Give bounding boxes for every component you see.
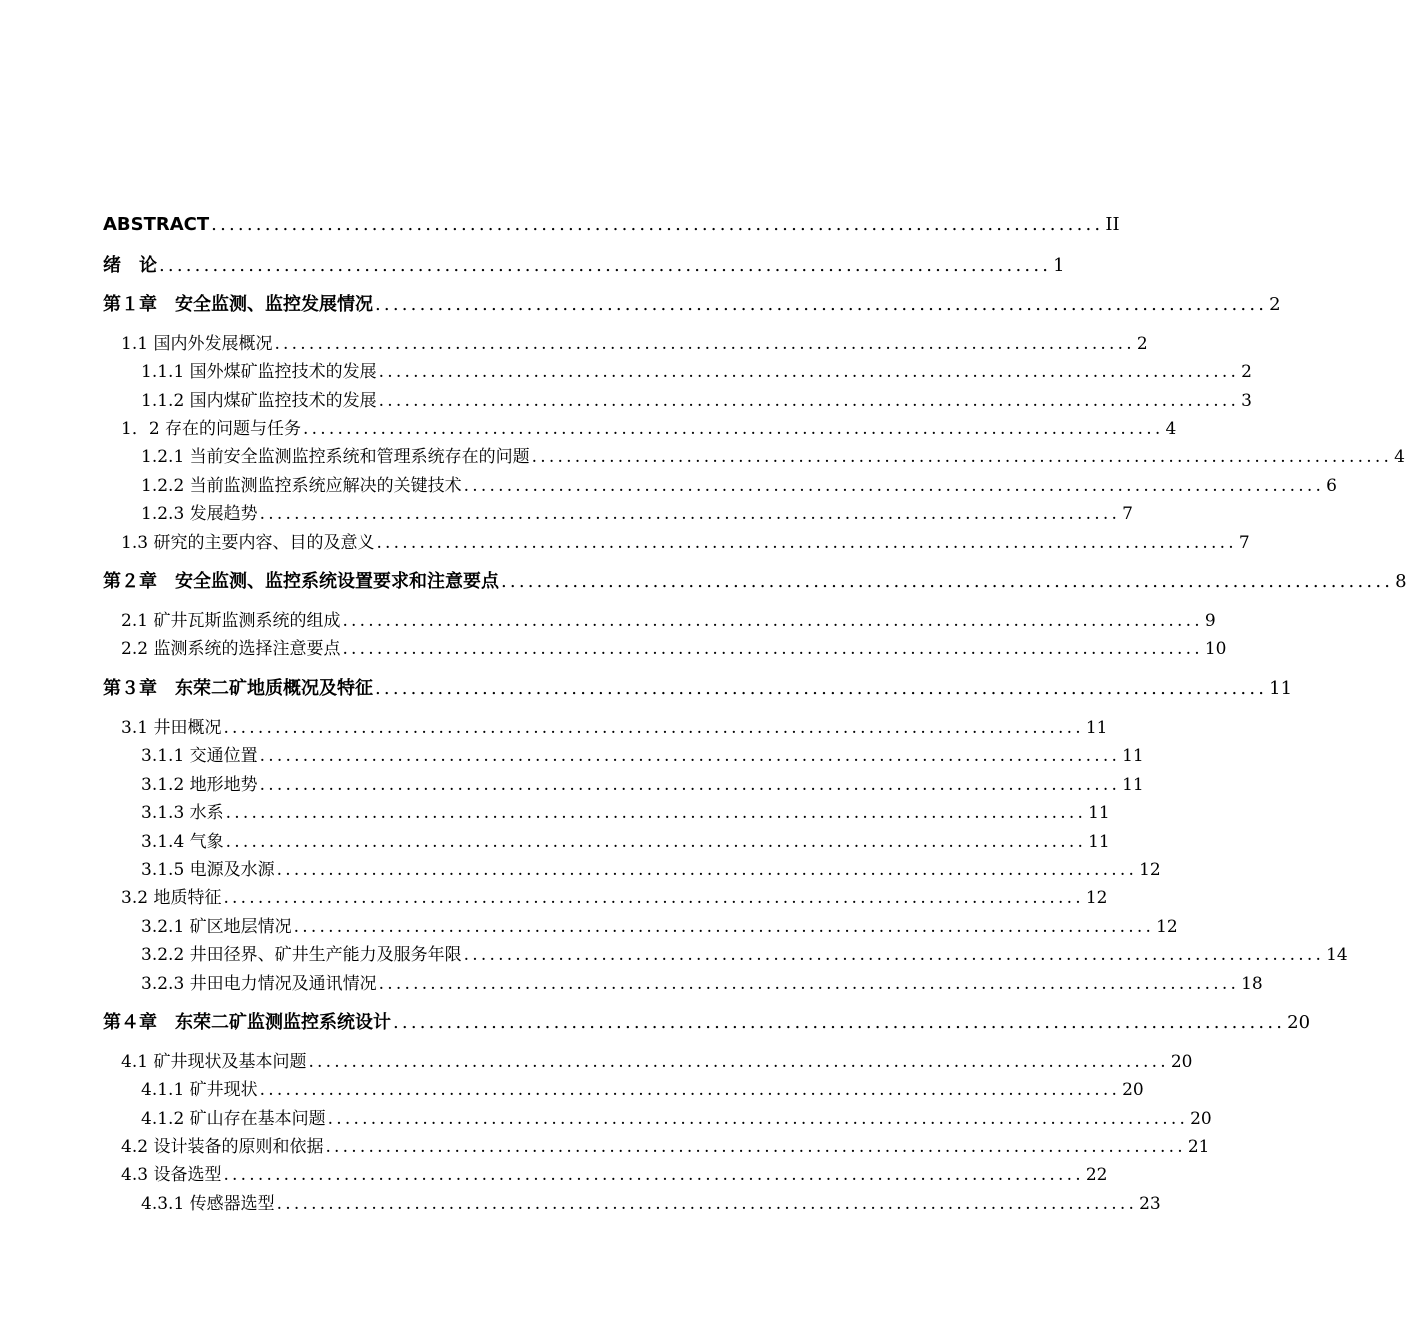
toc-dot-leader: .................................................................................................... — [223, 1165, 1084, 1185]
toc-dot-leader: .................................................................................................... — [463, 945, 1325, 965]
toc-entry-page: 4 — [1394, 447, 1405, 467]
toc-entry-subsection[interactable] — [141, 475, 1337, 497]
toc-entry-page: 20 — [1122, 1080, 1144, 1100]
toc-entry-page: 2 — [1269, 294, 1281, 315]
toc-dot-leader: .................................................................................................... — [259, 1080, 1121, 1100]
toc-dot-leader: .................................................................................................... — [159, 255, 1052, 276]
toc-entry-subsection[interactable] — [141, 802, 1110, 824]
toc-entry-subsection[interactable] — [141, 745, 1144, 767]
toc-entry-page: 11 — [1085, 718, 1108, 738]
toc-entry-page: II — [1105, 214, 1120, 235]
toc-entry-title: 1.2.3 发展趋势 — [141, 504, 258, 524]
toc-entry-page: 11 — [1088, 803, 1110, 823]
toc-entry-page: 11 — [1269, 678, 1293, 699]
toc-entry-introduction[interactable] — [103, 255, 1065, 277]
toc-entry-subsection[interactable] — [141, 973, 1263, 995]
toc-entry-subsection[interactable] — [141, 1079, 1144, 1101]
toc-entry-title: 3.2.3 井田电力情况及通讯情况 — [141, 974, 377, 994]
toc-entry-page: 2 — [1241, 362, 1252, 382]
toc-entry-title: 4.3.1 传感器选型 — [141, 1194, 275, 1214]
toc-entry-section[interactable] — [121, 717, 1108, 739]
toc-entry-section[interactable] — [121, 1051, 1193, 1073]
toc-entry-page: 20 — [1190, 1109, 1212, 1129]
toc-entry-page: 7 — [1122, 504, 1133, 524]
toc-entry-title: 1.2.1 当前安全监测监控系统和管理系统存在的问题 — [141, 447, 530, 467]
toc-entry-section[interactable] — [121, 610, 1216, 632]
toc-entry-page: 20 — [1170, 1052, 1193, 1072]
toc-entry-title: 2.1 矿井瓦斯监测系统的组成 — [121, 611, 341, 631]
toc-entry-page: 2 — [1136, 334, 1148, 354]
toc-entry-title: ABSTRACT — [103, 214, 210, 235]
toc-entry-subsection[interactable] — [141, 774, 1144, 796]
toc-entry-title: 3.1 井田概况 — [121, 718, 222, 738]
toc-dot-leader: .................................................................................................... — [274, 334, 1135, 354]
toc-entry-title: 3.1.2 地形地势 — [141, 775, 258, 795]
toc-entry-chapter-4[interactable] — [103, 1012, 1311, 1034]
toc-entry-title: 3.1.3 水系 — [141, 803, 224, 823]
toc-entry-title: 4.2 设计装备的原则和依据 — [121, 1137, 324, 1157]
toc-entry-title: 3.1.5 电源及水源 — [141, 860, 275, 880]
toc-dot-leader: .................................................................................................... — [342, 611, 1203, 631]
toc-dot-leader: .................................................................................................... — [378, 391, 1240, 411]
toc-entry-subsection[interactable] — [141, 1193, 1161, 1215]
toc-entry-section[interactable] — [121, 1136, 1210, 1158]
toc-entry-chapter-1[interactable] — [103, 294, 1281, 316]
toc-entry-section[interactable] — [121, 333, 1148, 355]
toc-entry-page: 6 — [1326, 476, 1337, 496]
toc-entry-title: 1.1.1 国外煤矿监控技术的发展 — [141, 362, 377, 382]
toc-entry-page: 12 — [1139, 860, 1161, 880]
toc-entry-page: 12 — [1085, 888, 1108, 908]
toc-entry-title: 第１章 安全监测、监控发展情况 — [103, 294, 373, 315]
toc-dot-leader: .................................................................................................... — [225, 803, 1087, 823]
toc-entry-page: 14 — [1326, 945, 1348, 965]
toc-dot-leader: .................................................................................................... — [501, 571, 1394, 592]
toc-entry-page: 1 — [1053, 255, 1065, 276]
toc-entry-title: 1.2.2 当前监测监控系统应解决的关键技术 — [141, 476, 462, 496]
toc-dot-leader: .................................................................................................... — [378, 362, 1240, 382]
toc-entry-page: 9 — [1204, 611, 1216, 631]
toc-entry-section[interactable] — [121, 638, 1227, 660]
toc-entry-abstract[interactable] — [103, 214, 1120, 236]
toc-entry-title: 4.3 设备选型 — [121, 1165, 222, 1185]
toc-entry-subsection[interactable] — [141, 446, 1405, 468]
toc-entry-subsection[interactable] — [141, 944, 1348, 966]
toc-entry-title: 4.1.2 矿山存在基本问题 — [141, 1109, 326, 1129]
toc-dot-leader: .................................................................................................... — [378, 974, 1240, 994]
toc-dot-leader: .................................................................................................... — [223, 888, 1084, 908]
toc-dot-leader: .................................................................................................... — [375, 678, 1268, 699]
toc-entry-page: 11 — [1122, 775, 1144, 795]
toc-dot-leader: .................................................................................................... — [303, 419, 1164, 439]
toc-entry-page: 7 — [1238, 533, 1250, 553]
toc-entry-title: 3.1.4 气象 — [141, 832, 224, 852]
toc-entry-subsection[interactable] — [141, 361, 1252, 383]
toc-entry-page: 12 — [1156, 917, 1178, 937]
toc-entry-section[interactable] — [121, 418, 1177, 440]
toc-entry-page: 11 — [1088, 832, 1110, 852]
toc-entry-chapter-3[interactable] — [103, 678, 1293, 700]
toc-entry-subsection[interactable] — [141, 390, 1252, 412]
toc-entry-title: 1.1.2 国内煤矿监控技术的发展 — [141, 391, 377, 411]
toc-entry-title: 第３章 东荣二矿地质概况及特征 — [103, 678, 373, 699]
toc-dot-leader: .................................................................................................... — [308, 1052, 1169, 1072]
toc-entry-page: 22 — [1085, 1165, 1108, 1185]
toc-dot-leader: .................................................................................................... — [531, 447, 1393, 467]
toc-entry-subsection[interactable] — [141, 916, 1178, 938]
toc-dot-leader: .................................................................................................... — [463, 476, 1325, 496]
toc-dot-leader: .................................................................................................... — [276, 1194, 1138, 1214]
toc-entry-page: 20 — [1287, 1012, 1311, 1033]
toc-entry-title: 3.2.2 井田径界、矿井生产能力及服务年限 — [141, 945, 462, 965]
toc-entry-title: 第４章 东荣二矿监测监控系统设计 — [103, 1012, 391, 1033]
toc-dot-leader: .................................................................................................... — [342, 639, 1203, 659]
toc-entry-title: 第２章 安全监测、监控系统设置要求和注意要点 — [103, 571, 499, 592]
toc-entry-title: 2.2 监测系统的选择注意要点 — [121, 639, 341, 659]
toc-entry-page: 4 — [1165, 419, 1177, 439]
toc-entry-page: 8 — [1395, 571, 1407, 592]
toc-dot-leader: .................................................................................................... — [259, 746, 1121, 766]
toc-dot-leader: .................................................................................................... — [375, 294, 1268, 315]
toc-dot-leader: .................................................................................................... — [259, 775, 1121, 795]
toc-entry-page: 18 — [1241, 974, 1263, 994]
toc-dot-leader: .................................................................................................... — [259, 504, 1121, 524]
toc-dot-leader: .................................................................................................... — [325, 1137, 1186, 1157]
toc-entry-title: 1．2 存在的问题与任务 — [121, 419, 302, 439]
toc-entry-title: 1.1 国内外发展概况 — [121, 334, 273, 354]
toc-entry-title: 绪 论 — [103, 255, 157, 276]
toc-entry-title: 3.1.1 交通位置 — [141, 746, 258, 766]
toc-entry-title: 3.2 地质特征 — [121, 888, 222, 908]
toc-entry-subsection[interactable] — [141, 1108, 1212, 1130]
toc-entry-page: 3 — [1241, 391, 1252, 411]
toc-entry-page: 23 — [1139, 1194, 1161, 1214]
toc-entry-title: 1.3 研究的主要内容、目的及意义 — [121, 533, 375, 553]
toc-dot-leader: .................................................................................................... — [211, 214, 1104, 235]
toc-dot-leader: .................................................................................................... — [276, 860, 1138, 880]
toc-entry-page: 21 — [1187, 1137, 1210, 1157]
toc-dot-leader: .................................................................................................... — [376, 533, 1237, 553]
toc-dot-leader: .................................................................................................... — [293, 917, 1155, 937]
toc-entry-chapter-2[interactable] — [103, 571, 1407, 593]
toc-entry-section[interactable] — [121, 1164, 1108, 1186]
toc-entry-subsection[interactable] — [141, 859, 1161, 881]
toc-entry-section[interactable] — [121, 532, 1250, 554]
toc-entry-subsection[interactable] — [141, 503, 1133, 525]
toc-entry-page: 10 — [1204, 639, 1227, 659]
toc-entry-page: 11 — [1122, 746, 1144, 766]
toc-entry-title: 4.1.1 矿井现状 — [141, 1080, 258, 1100]
toc-entry-section[interactable] — [121, 887, 1108, 909]
toc-dot-leader: .................................................................................................... — [327, 1109, 1189, 1129]
toc-dot-leader: .................................................................................................... — [393, 1012, 1286, 1033]
toc-entry-title: 3.2.1 矿区地层情况 — [141, 917, 292, 937]
toc-dot-leader: .................................................................................................... — [223, 718, 1084, 738]
toc-entry-subsection[interactable] — [141, 831, 1110, 853]
toc-entry-title: 4.1 矿井现状及基本问题 — [121, 1052, 307, 1072]
toc-dot-leader: .................................................................................................... — [225, 832, 1087, 852]
